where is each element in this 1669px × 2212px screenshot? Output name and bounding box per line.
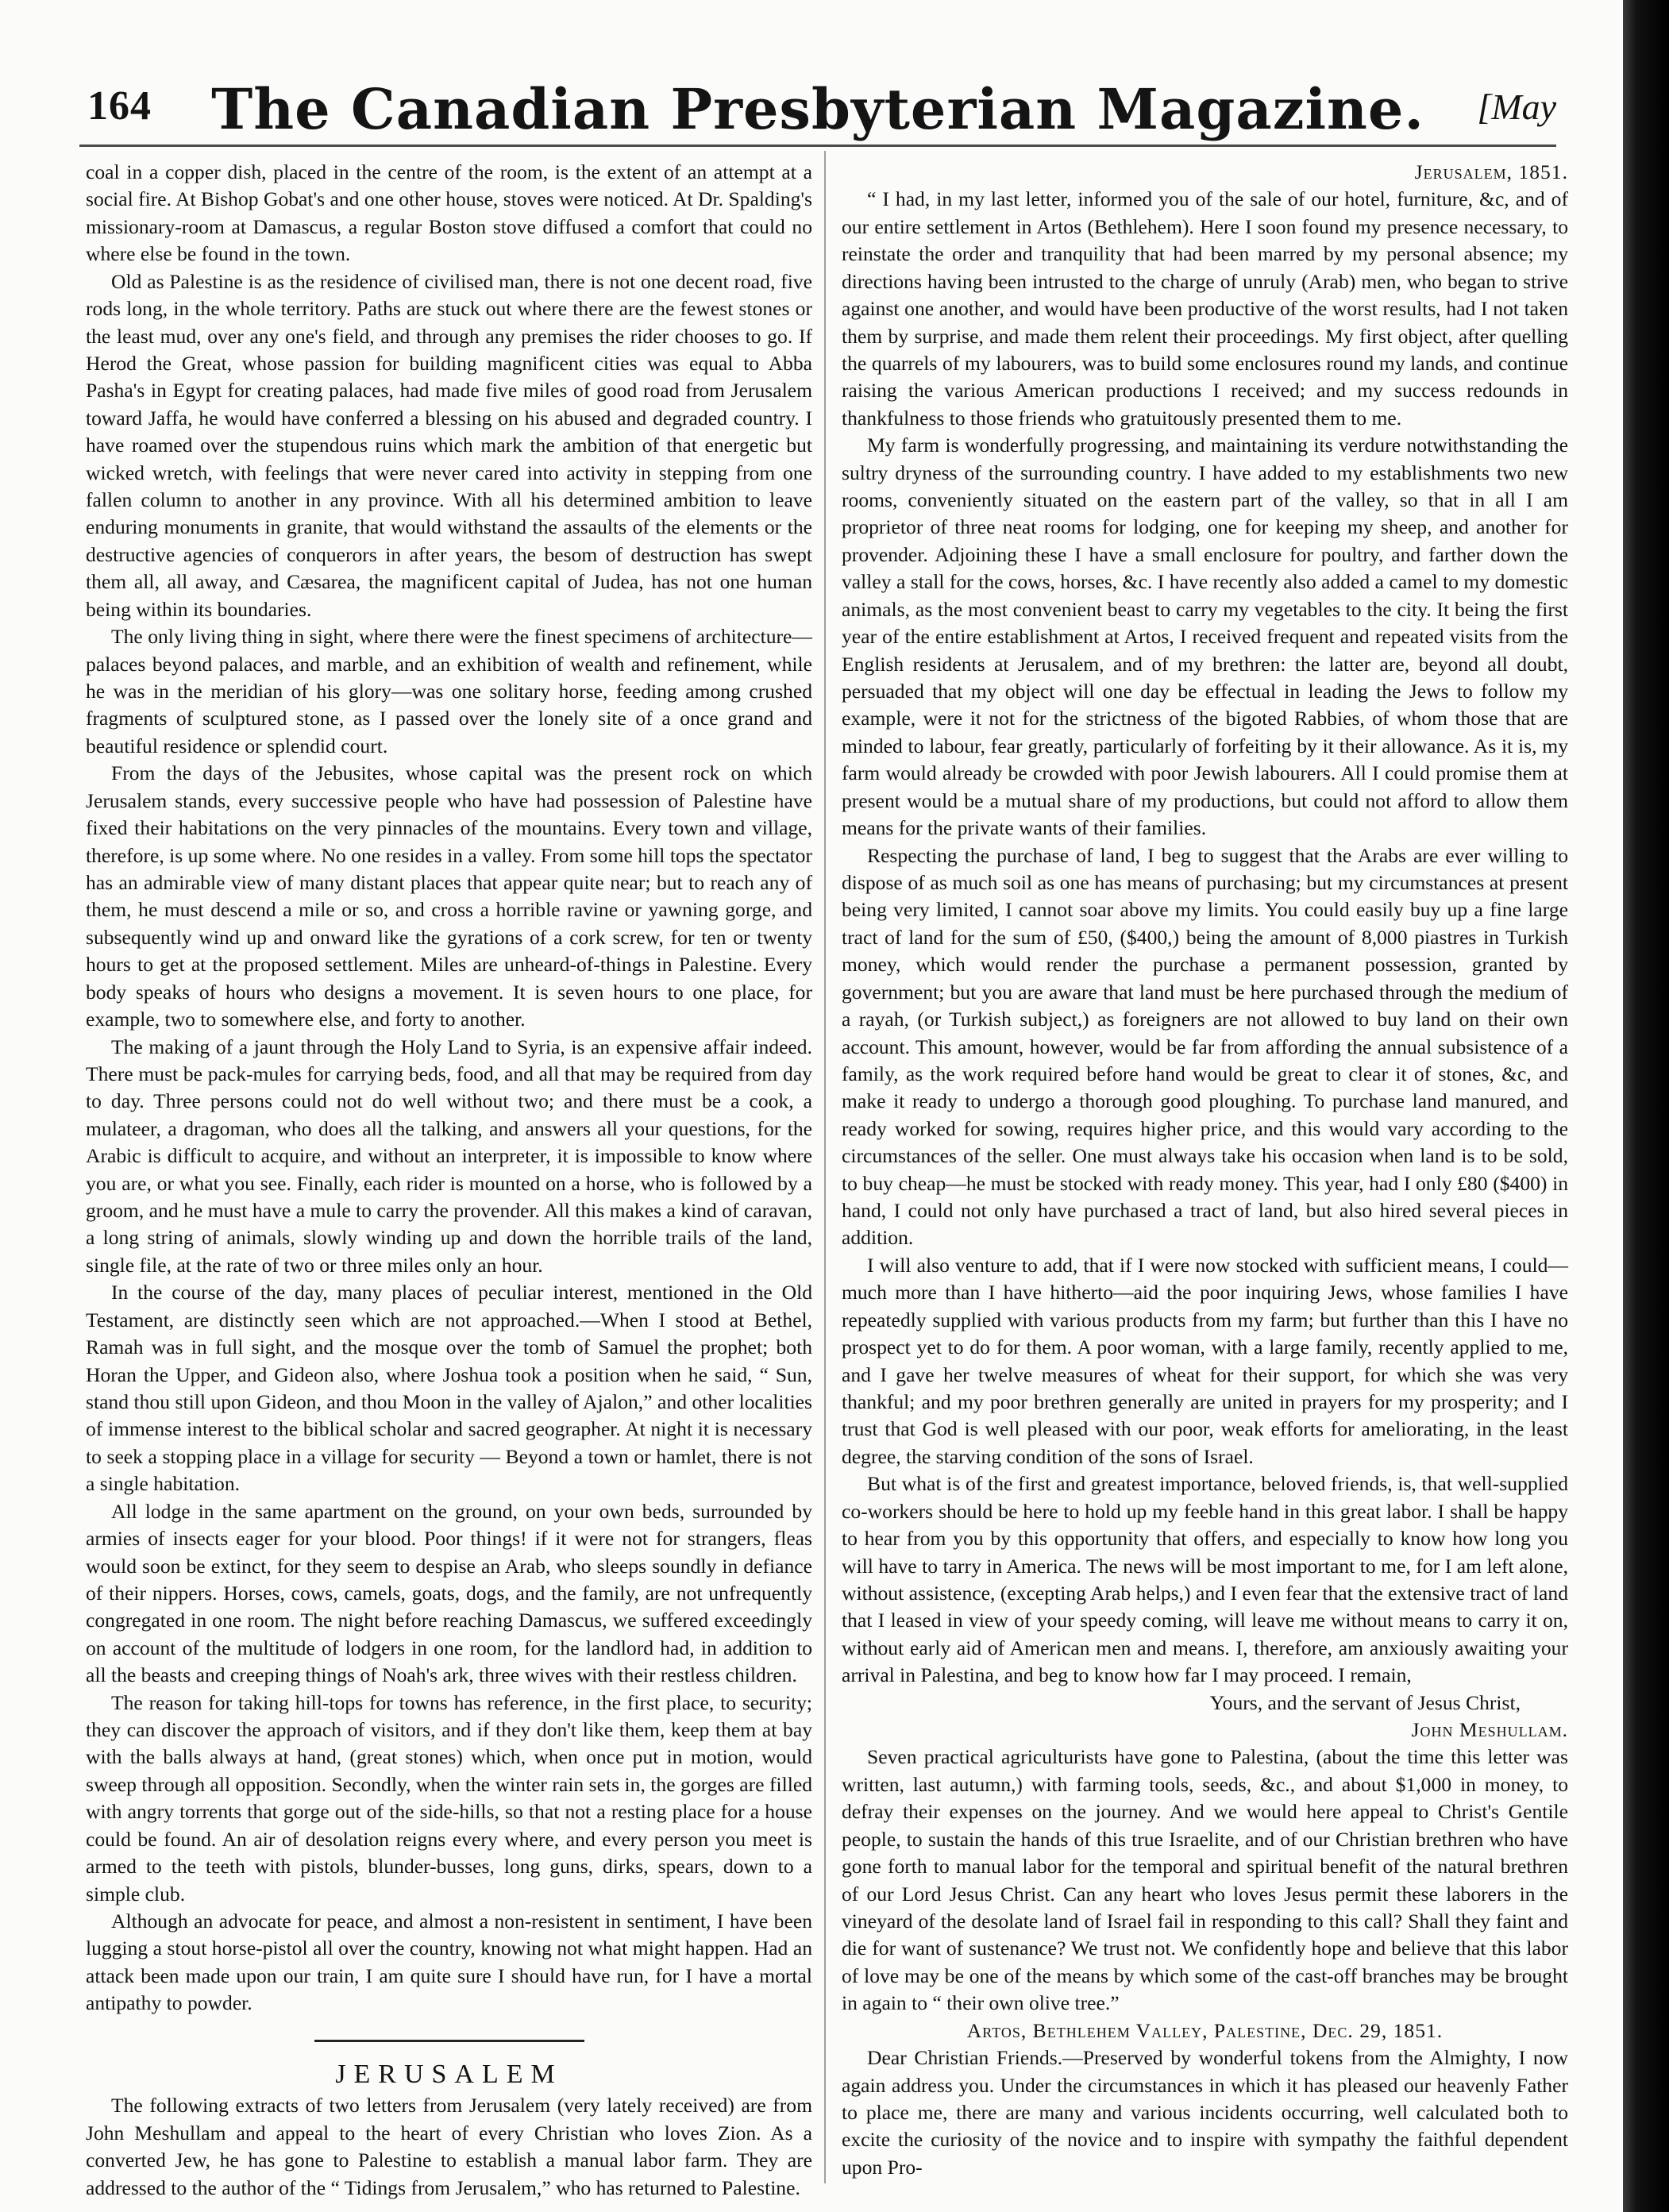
paragraph: Although an advocate for peace, and almost a non-resistent in sentiment, I have been lugging a stout horse-pistol all over the country, knowing not what might happen. Had an attack been made upon our train, I am quite sure I should have run, for I have a mortal antipathy to powder.	[86, 1909, 812, 2015]
editorial-note: Seven practical agriculturists have gone to Palestina, (about the time this letter was written, last autumn,) with farming tools, seeds, &c., and about $1,000 in money, to defray their expenses on the journey. And we would here appeal to Christ's Gentile people, to sustain the hands of this true Israelite, and of our Christian brethren who have gone forth to manual labor for the temporal and spiritual benefit of the natural brethren of our Lord Jesus Christ. Can any heart who loves Jesus permit these laborers in the vineyard of the desolate land of Israel fail in responding to this call? Shall they faint and die for want of sustenance? We trust not. We confidently hope and believe that this labor of love may be one of the means by which some of the cast-off branches may be brought in again to “ their own olive tree.”	[842, 1745, 1568, 2015]
second-letter-opening: Dear Christian Friends.—Preserved by wonderful tokens from the Almighty, I now again address you. Under the circumstances in which it has pleased our heavenly Father to place me, there are many and various incidents occurring, well calculated both to excite the curiosity of the novice and to inspire with sympathy the faithful dependent upon Pro-	[842, 2046, 1568, 2179]
paragraph: I will also venture to add, that if I were now stocked with sufficient means, I could—much more than I have hitherto—aid the poor inquiring Jews, whose families I have repeatedly supplied with various products from my farm; but further than this I have no prospect yet to do for them. A poor woman, with a large family, recently applied to me, and I gave her twelve measures of wheat for their support, for which she was very thankful; and my poor brethren generally are united in prayers for my prosperity; and I trust that God is well pleased with our poor, weak efforts for ameliorating, in the least degree, the starving condition of the sons of Israel.	[842, 1253, 1568, 1468]
second-letter-dateline: Artos, Bethlehem Valley, Palestine, Dec. 29, 1851.	[966, 2018, 1444, 2042]
page-number: 164	[87, 83, 152, 129]
masthead-title: The Canadian Presbyterian Magazine.	[211, 76, 1424, 142]
paragraph: From the days of the Jebusites, whose capital was the present rock on which Jerusalem stands, every successive people who have had possession of Palestine have fixed their habitations on the very pinnacles of the mountains. Every town and village, therefore, is up some where. No one resides in a valley. From some hill tops the spectator has an admirable view of many distant places that appear quite near; but to reach any of them, he must descend a mile or so, and cross a horrible ravine or yawning gorge, and subsequently wind up and onward like the gyrations of a cork screw, for ten or twenty hours to get at the proposed settlement. Miles are unheard-of-things in Palestine. Every body speaks of hours who designs a movement. It is seven hours to one place, for example, two to somewhere else, and forty to another.	[86, 761, 812, 1031]
paragraph: Respecting the purchase of land, I beg to suggest that the Arabs are ever willing to dispose of as much soil as one has means of purchasing; but my circumstances at present being very limited, I cannot soar above my limits. You could easily buy up a fine large tract of land for the sum of £50, ($400,) being the amount of 8,000 piastres in Turkish money, which would render the purchase a permanent possession, granted by government; but you are aware that land must be here purchased through the medium of a rayah, (or Turkish subject,) as foreigners are not allowed to buy land on their own account. This amount, however, would be far from affording the annual subsistence of a family, as the work required before hand would be great to clear it of stones, &c, and make it ready to undergo a thorough good ploughing. To purchase land manured, and ready worked for sowing, requires higher price, and this would vary according to the circumstances of the seller. One must always take his occasion when land is to be sold, to buy cheap—he must be stocked with ready money. This year, had I only £80 ($400) in hand, I could not only have purchased a tract of land, but also hired several pieces in addition.	[842, 843, 1568, 1250]
letter-signoff: Yours, and the servant of Jesus Christ,	[1209, 1690, 1521, 1714]
paragraph: In the course of the day, many places of peculiar interest, mentioned in the Old Testament, are distinctly seen which are not approached.—When I stood at Bethel, Ramah was in full sight, and the mosque over the tomb of Samuel the prophet; both Horan the Upper, and Gideon also, where Joshua took a position when he said, “ Sun, stand thou still upon Gideon, and thou Moon in the valley of Ajalon,” and other localities of immense interest to the biblical scholar and sacred geographer. At night it is necessary to seek a stopping place in a village for security — Beyond a town or hamlet, there is not a single habitation.	[86, 1281, 812, 1496]
paragraph: But what is of the first and greatest importance, beloved friends, is, that well-supplied co-workers should be here to hold up my feeble hand in this great labor. I shall be happy to hear from you by this opportunity that offers, and especially to know how long you will have to tarry in America. The news will be most important to me, for I am left alone, without assistence, (excepting Arab helps,) and I even fear that the extensive tract of land that I leased in view of your speedy coming, will leave me without means to carry it on, without early aid of American men and means. I, therefore, am anxiously awaiting your arrival in Palestina, and beg to know how far I may proceed. I remain,	[842, 1472, 1568, 1687]
section-title: JERUSALEM	[335, 2059, 563, 2089]
paragraph: The only living thing in sight, where there were the finest specimens of architecture—palaces beyond palaces, and marble, and an exhibition of wealth and refinement, while he was in the meridian of his glory—was one solitary horse, feeding among crushed fragments of sculptured stone, as I passed over the lonely site of a once grand and beautiful residence or splendid court.	[86, 625, 812, 757]
paragraph: My farm is wonderfully progressing, and maintaining its verdure notwithstanding the sultry dryness of the surrounding country. I have added to my establishments two new rooms, conveniently situated on the eastern part of the valley, so that in all I am proprietor of three neat rooms for lodging, one for keeping my sheep, and another for provender. Adjoining these I have a small enclosure for poultry, and farther down the valley a stall for the cows, horses, &c. I have recently also added a camel to my domestic animals, as the most convenient beast to carry my vegetables to the city. It being the first year of the entire establishment at Artos, I received frequent and repeated visits from the English residents at Jerusalem, and of my brethren: the latter are, beyond all doubt, persuaded that my object will one day be effectual in leading the Jews to follow my example, were it not for the strictness of the bigoted Rabbies, of whom those that are minded to labour, fear greatly, particularly of forfeiting by it their allowance. As it is, my farm would already be crowded with poor Jewish labourers. All I could promise them at present would be a mutual share of my productions, but could not afford to allow them means for the private wants of their families.	[842, 434, 1568, 840]
paragraph: The reason for taking hill-tops for towns has reference, in the first place, to security; they can discover the approach of visitors, and if they don't like them, keep them at bay with the balls always at hand, (great stones) which, when once put in motion, would sweep through all opposition. Secondly, when the winter rain sets in, the gorges are filled with angry torrents that gorge out of the side-hills, so that not a resting place for a house could be found. An air of desolation reigns every where, and every person you meet is armed to the teeth with pistols, blunder-busses, long guns, dirks, spears, down to a simple club.	[86, 1690, 812, 1906]
scan-edge-shadow	[1623, 0, 1669, 2212]
section-divider	[314, 2040, 584, 2042]
column-divider	[824, 151, 826, 2183]
right-column	[842, 159, 1568, 2181]
paragraph: “ I had, in my last letter, informed you of the sale of our hotel, furniture, &c, and of our entire settlement in Artos (Bethlehem). Here I soon found my presence necessary, to reinstate the order and tranquility that had been marred by my personal absence; my directions having been intrusted to the charge of unruly (Arab) men, who began to strive against one another, and would have been productive of the worst results, had I not taken them by surprise, and made them relent their proceedings. My first object, after quelling the quarrels of my labourers, was to build some enclosures round my lands, and continue raising the various American productions I received; and my success redounds in thankfulness to those friends who gratuitously presented them to me.	[842, 187, 1568, 430]
paragraph: The making of a jaunt through the Holy Land to Syria, is an expensive affair indeed. There must be pack-mules for carrying beds, food, and all that may be required from day to day. Three persons could not do well without two; and there must be a cook, a mulateer, a dragoman, who does all the talking, and answers all your questions, for the Arabic is difficult to acquire, and without an interpreter, it is impossible to know where you are, or what you see. Finally, each rider is mounted on a horse, who is followed by a groom, and he must have a mule to carry the provender. All this makes a kind of caravan, a long string of animals, slowly winding up and down the horrible trails of the land, single file, at the rate of two or three miles only an hour.	[86, 1035, 812, 1277]
page-header	[79, 76, 1556, 148]
section-intro: The following extracts of two letters from Jerusalem (very lately received) are from John Meshullam and appeal to the heart of every Christian who loves Zion. As a converted Jew, he has gone to Palestine to establish a manual labor farm. They are addressed to the author of the “ Tidings from Jerusalem,” who has returned to Palestine.	[86, 2094, 812, 2199]
paragraph: All lodge in the same apartment on the ground, on your own beds, surrounded by armies of insects eager for your blood. Poor things! if it were not for strangers, fleas would soon be extinct, for they seem to despise an Arab, who sleeps soundly in defiance of their nippers. Horses, cows, camels, goats, dogs, and the family, are not unfrequently congregated in one room. The night before reaching Damascus, we suffered exceedingly on account of the multitude of lodgers in one room, for the landlord had, in addition to all the beasts and creeping things of Noah's ark, three wives with their restless children.	[86, 1499, 812, 1687]
letter-date: Jerusalem, 1851.	[1414, 160, 1568, 183]
paragraph: coal in a copper dish, placed in the centre of the room, is the extent of an attempt at a social fire. At Bishop Gobat's and one other house, stoves were noticed. At Dr. Spalding's missionary-room at Damascus, a regular Boston stove diffused a comfort that could no where else be found in the town.	[86, 160, 812, 266]
paragraph: Old as Palestine is as the residence of civilised man, there is not one decent road, five rods long, in the whole territory. Paths are stuck out where there are the fewest stones or the least mud, over any one's field, and through any premises the rider chooses to go. If Herod the Great, whose passion for building magnificent cities was equal to Abba Pasha's in Egypt for creating palaces, had made five miles of good road from Jerusalem toward Jaffa, he would have conferred a blessing on his abused and degraded country. I have roamed over the stupendous ruins which mark the ambition of that energetic but wicked wretch, with feelings that were never cared into activity in stepping from one fallen column to another in any province. With all his determined ambition to leave enduring monuments in granite, that would withstand the assaults of the elements or the destructive agencies of conquerors in after years, the besom of destruction has swept them all, all away, and Cæsarea, the magnificent capital of Judea, has not one human being within its boundaries.	[86, 269, 812, 621]
header-rule	[79, 145, 1556, 147]
issue-month: [May	[1477, 87, 1556, 127]
left-column	[86, 159, 812, 2202]
letter-signature: John Meshullam.	[1411, 1718, 1568, 1742]
